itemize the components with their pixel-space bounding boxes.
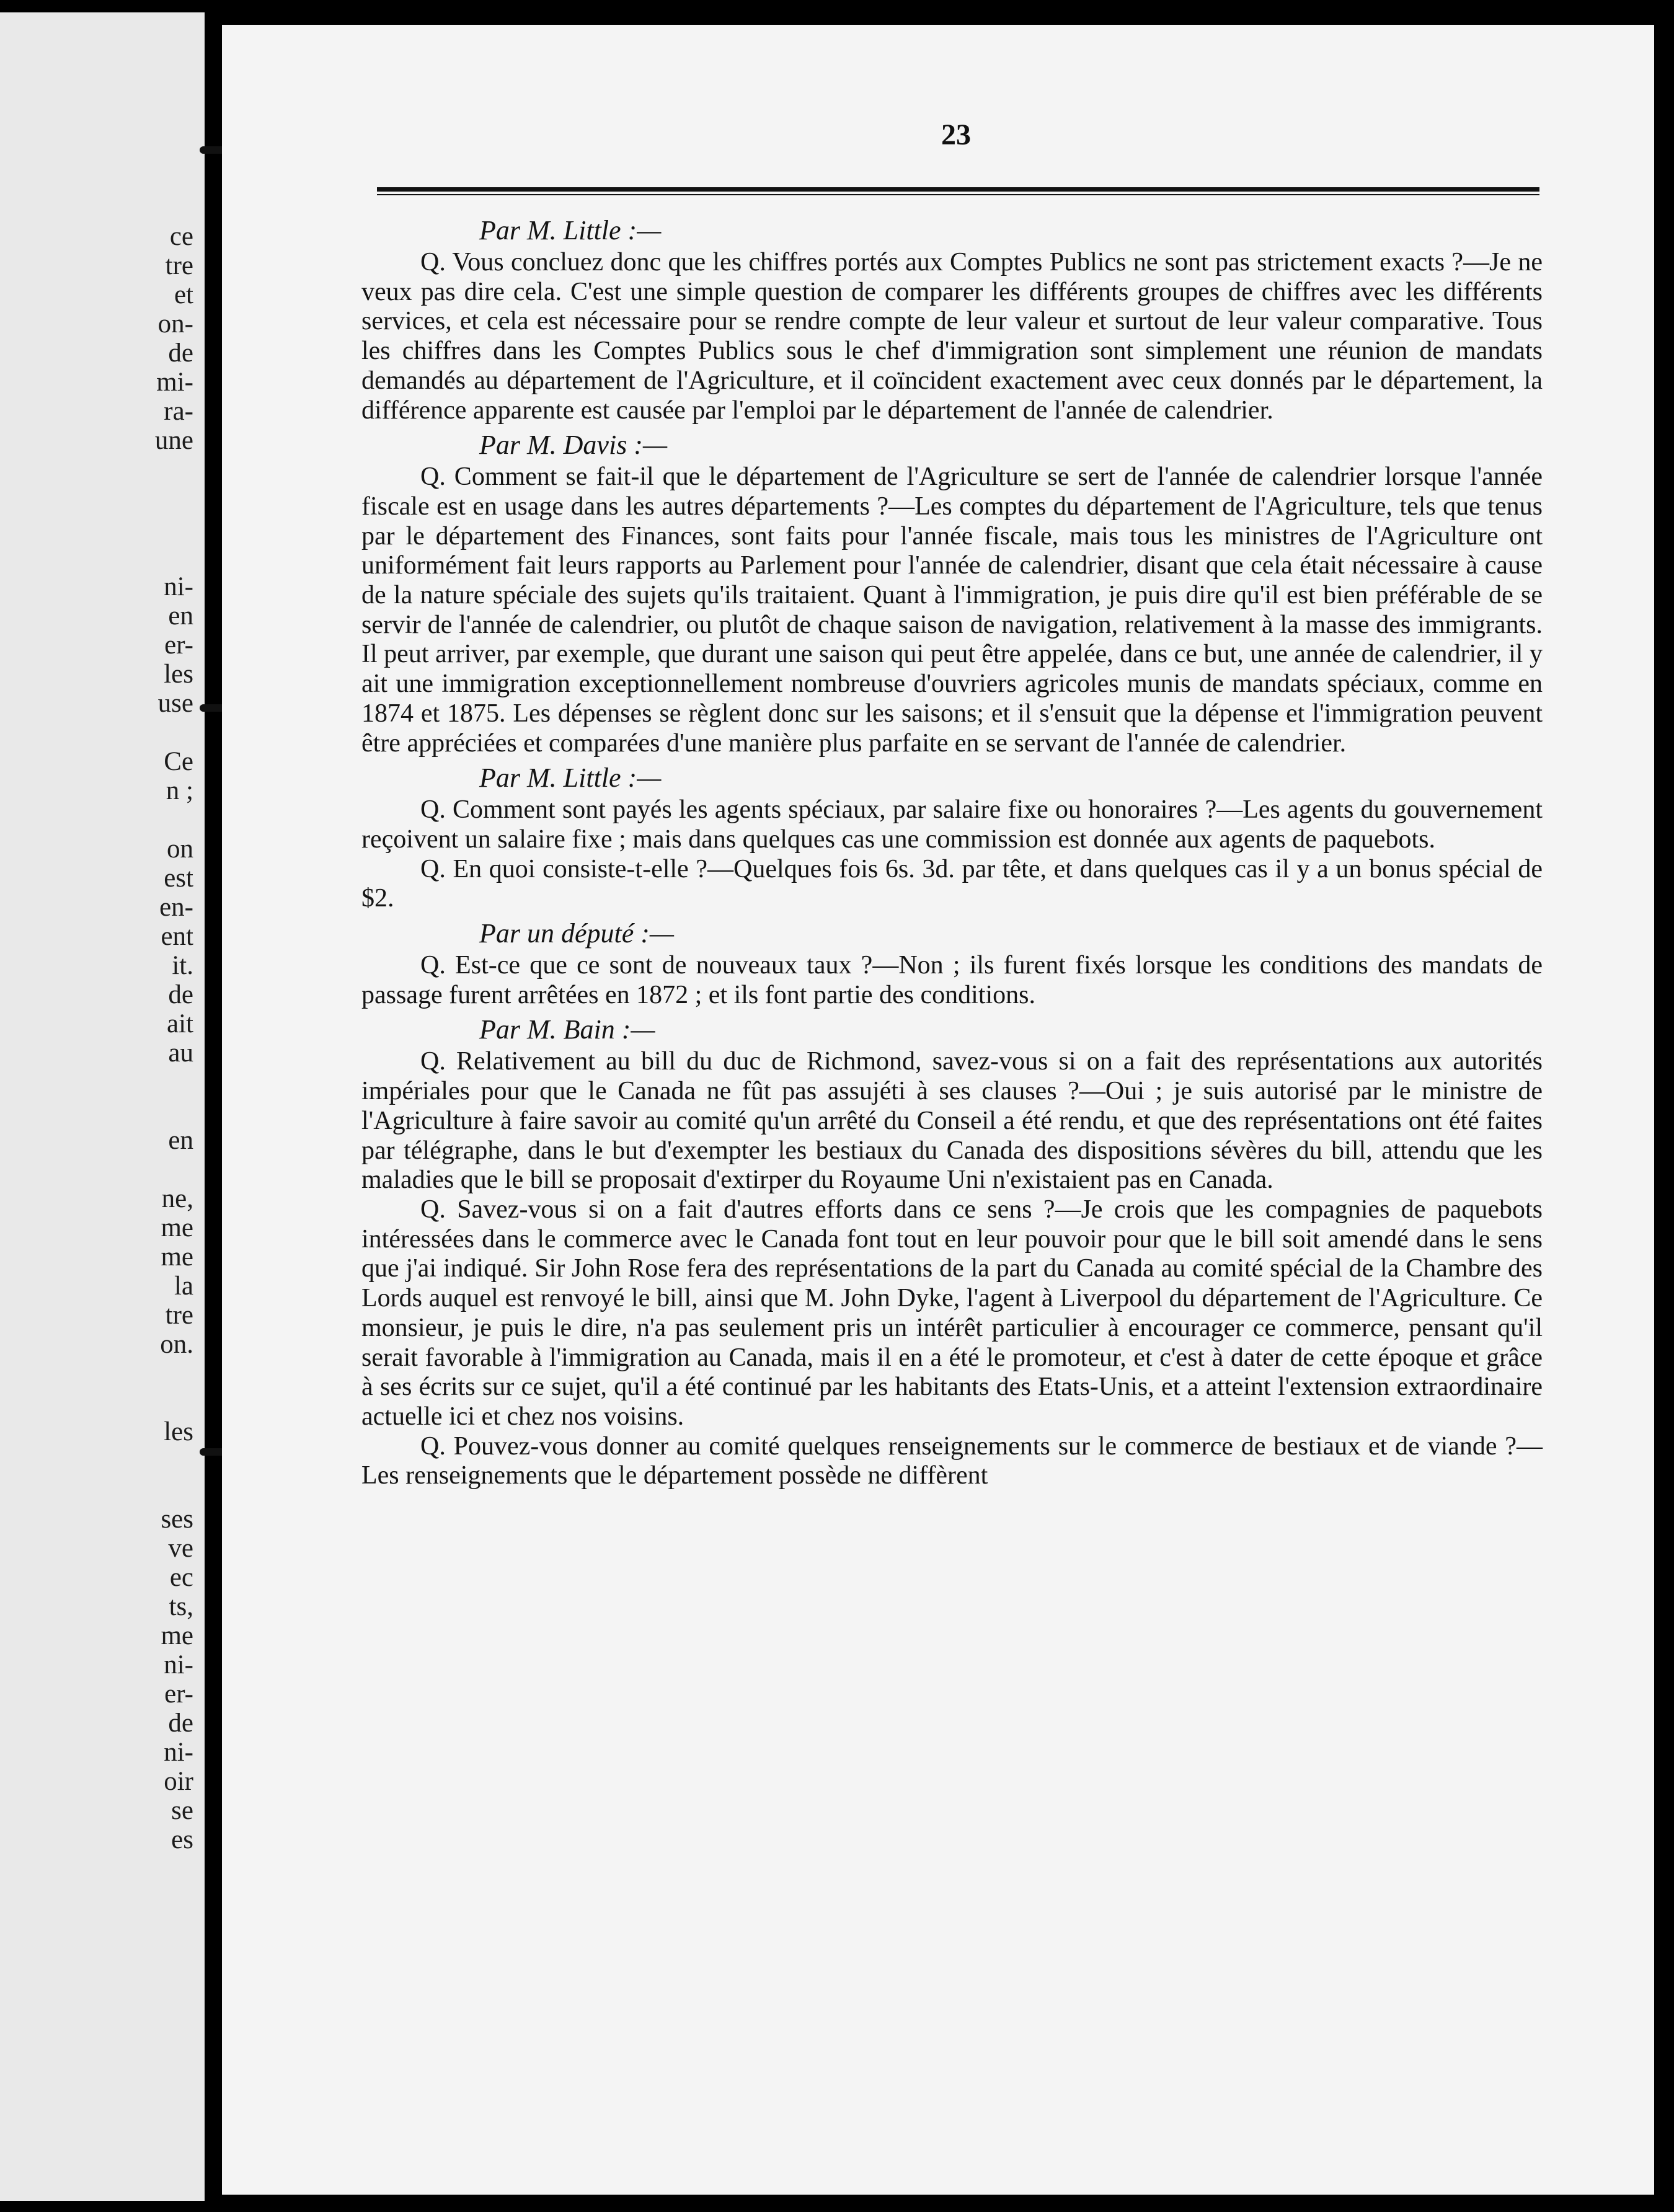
margin-fragment: ts, [169,1592,193,1621]
margin-fragment: ni- [164,1650,193,1679]
margin-fragment: ni- [164,1738,193,1767]
margin-fragment: es [171,1825,193,1854]
margin-fragment: it. [172,951,193,980]
margin-fragment: on [167,834,193,864]
margin-fragment: de [168,338,193,368]
page-edge-shadow [1654,0,1674,2212]
speaker-heading: Par M. Little :— [479,215,662,246]
margin-fragment: oir [164,1767,193,1796]
testimony-paragraph: Q. Relativement au bill du duc de Richmond, savez-vous si on a fait des représentations aux autorités impériales pour que le Canada ne fût pas assujéti à ses clauses ?—Oui ; je suis autorisé par le ministre de l'Agriculture à faire savoir au comité qu'un arrêté du Conseil a été rendu, et que des représentations ont été faites par télégraphe, dans le but d'exempter les bestiaux du Canada des dispositions sévères du bill, attendu que les maladies que le bill se proposait d'extirper du Royaume Uni n'existaient pas en Canada. [361,1047,1543,1195]
margin-fragment: ve [168,1534,193,1563]
speaker-heading: Par M. Bain :— [479,1014,655,1045]
margin-fragment: ses [161,1505,193,1534]
margin-fragment: de [168,1709,193,1738]
page-number: 23 [941,118,971,151]
margin-fragment: et [174,280,193,309]
margin-fragment: mi- [156,368,193,397]
margin-fragment: tre [165,251,193,280]
margin-fragment: me [161,1213,193,1242]
margin-fragment: en [168,601,193,630]
margin-fragment: me [161,1621,193,1650]
margin-fragment: n ; [166,776,193,805]
speaker-heading: Par M. Davis :— [479,430,668,461]
testimony-paragraph: Q. En quoi consiste-t-elle ?—Quelques fois 6s. 3d. par tête, et dans quelques cas il y a un bonus spécial de $2. [361,854,1543,913]
margin-fragment: les [164,1417,193,1446]
margin-fragment: de [168,980,193,1009]
document-page [222,25,1654,2195]
header-rule [377,187,1539,195]
margin-fragment: en [168,1126,193,1155]
margin-fragment: se [171,1796,193,1825]
margin-fragment: ra- [164,397,193,426]
facing-page-fragment [0,12,205,2201]
speaker-heading: Par un député :— [479,918,675,949]
testimony-paragraph: Q. Vous concluez donc que les chiffres portés aux Comptes Publics ne sont pas strictement exacts ?—Je ne veux pas dire cela. C'est une simple question de comparer les différents groupes de chiffres avec les différents services, et cela est nécessaire pour se rendre compte de leur valeur et surtout de leur valeur comparative. Tous les chiffres dans les Comptes Publics sous le chef d'immigration sont simplement une réunion de mandats demandés au département de l'Agriculture, et il coïncident exactement avec ceux donnés par le département, la différence apparente est causée par l'emploi par le département de l'année de calendrier. [361,248,1543,425]
margin-fragment: er- [164,630,193,660]
speaker-heading: Par M. Little :— [479,763,662,794]
margin-fragment: les [164,660,193,689]
margin-fragment: Ce [164,747,193,776]
margin-fragment: en- [159,893,193,922]
margin-fragment: ait [167,1009,193,1038]
margin-fragment: la [174,1272,193,1301]
margin-fragment: au [168,1038,193,1068]
margin-fragment: on. [160,1330,193,1359]
margin-fragment: est [164,864,193,893]
margin-fragment: on- [157,309,193,338]
testimony-paragraph: Q. Comment sont payés les agents spéciaux, par salaire fixe ou honoraires ?—Les agents du gouvernement reçoivent un salaire fixe ; mais dans quelques cas une commission est donnée aux agents de paquebots. [361,795,1543,854]
margin-fragment: ne, [161,1184,193,1213]
margin-fragment: er- [164,1679,193,1709]
testimony-paragraph: Q. Pouvez-vous donner au comité quelques renseignements sur le commerce de bestiaux et de viande ?—Les renseignements que le département possède ne diffèrent [361,1431,1543,1490]
testimony-paragraph: Q. Savez-vous si on a fait d'autres efforts dans ce sens ?—Je crois que les compagnies de paquebots intéressées dans le commerce avec le Canada font tout en leur pouvoir pour que le bill soit amendé dans le sens que j'ai indiqué. Sir John Rose fera des représentations de la part du Canada au comité spécial de la Chambre des Lords auquel est renvoyé le bill, ainsi que M. John Dyke, l'agent à Liverpool du département de l'Agriculture. Ce monsieur, je puis le dire, n'a pas seulement pris un intérêt particulier à encourager ce commerce, pensant qu'il serait favorable à l'immigration au Canada, mais il en a été le promoteur, et c'est à dater de cette époque et grâce à ses écrits sur ce sujet, qu'il a été continué par les habitants des Etats-Unis, et a atteint l'extension extraordinaire actuelle ici et chez nos voisins. [361,1195,1543,1431]
margin-fragment: ce [169,222,193,251]
margin-fragment: ent [161,922,193,951]
testimony-paragraph: Q. Comment se fait-il que le département de l'Agriculture se sert de l'année de calendrier lorsque l'année fiscale est en usage dans les autres départements ?—Les comptes du département de l'Agriculture, tels que tenus par le département des Finances, sont faits pour l'année fiscale, mais tous les ministres de l'Agriculture ont uniformément fait leurs rapports au Parlement pour l'année de calendrier, disant que cela était nécessaire à cause de la nature spéciale des sujets qu'ils traitaient. Quant à l'immigration, je puis dire qu'il est bien préférable de se servir de l'année de calendrier, ou plutôt de chaque saison de navigation, relativement à la masse des immigrants. Il peut arriver, par exemple, que durant une saison qui peut être appelée, dans ce but, une année de calendrier, il y ait une immigration exceptionnellement nombreuse d'ouvriers agricoles munis de mandats spéciaux, comme en 1874 et 1875. Les dépenses se règlent donc sur les saisons; et il s'ensuit que la dépense et l'immigration peuvent être appréciées et comparées d'une manière plus parfaite en se servant de l'année de calendrier. [361,462,1543,758]
page-binding [205,0,222,2212]
testimony-paragraph: Q. Est-ce que ce sont de nouveaux taux ?—Non ; ils furent fixés lorsque les conditions des mandats de passage furent arrêtées en 1872 ; et ils font partie des conditions. [361,951,1543,1009]
margin-fragment: use [157,689,193,718]
margin-fragment: ec [169,1563,193,1592]
margin-fragment: ni- [164,572,193,601]
margin-fragment: tre [165,1301,193,1330]
margin-fragment: une [154,426,193,455]
page-body [361,211,1543,1491]
margin-fragment: me [161,1242,193,1272]
